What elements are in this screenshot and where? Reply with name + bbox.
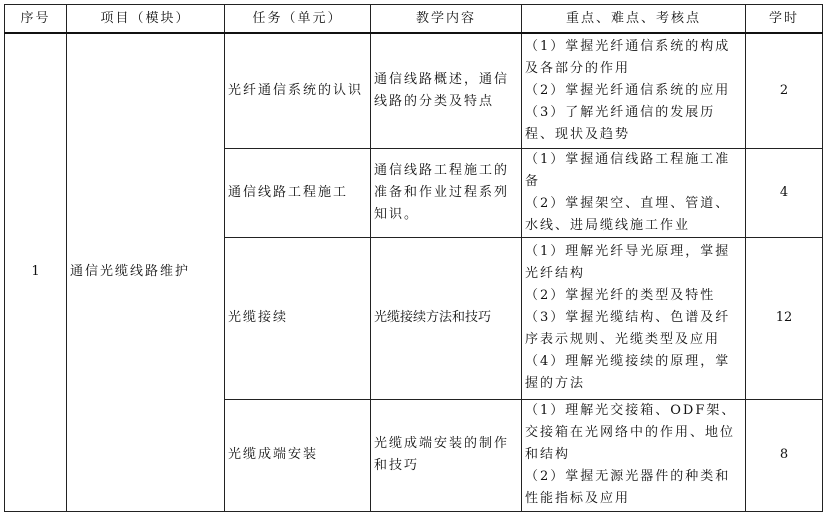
hours-cell: 4: [746, 148, 823, 237]
points-cell: [522, 399, 746, 511]
points-cell: [522, 148, 746, 237]
point-item: （1）理解光交接箱、ODF架、交接箱在光网络中的作用、地位和结构: [525, 403, 737, 462]
header-project: 项目（模块）: [67, 5, 225, 34]
point-item: （1）掌握通信线路工程施工准备: [525, 151, 731, 189]
header-task: 任务（单元）: [225, 5, 371, 34]
curriculum-table: [4, 4, 823, 512]
header-row: [5, 5, 823, 34]
task-cell: 光纤通信系统的认识: [225, 33, 371, 148]
point-item: （4）理解光缆接续的原理，掌握的方法: [525, 354, 731, 391]
task-cell: 光缆成端安装: [225, 399, 371, 511]
task-cell: 通信线路工程施工: [225, 148, 371, 237]
header-hours: 学时: [746, 5, 823, 34]
point-item: （2）掌握光纤通信系统的应用: [525, 82, 731, 98]
task-cell: 光缆接续: [225, 237, 371, 399]
content-cell: 光缆成端安装的制作和技巧: [371, 399, 522, 511]
hours-cell: 8: [746, 399, 823, 511]
point-item: （2）掌握无源光器件的种类和性能指标及应用: [525, 469, 731, 506]
module-index-cell: 1: [5, 33, 67, 511]
header-content: 教学内容: [371, 5, 522, 34]
content-cell: 通信线路概述，通信线路的分类及特点: [371, 33, 522, 148]
content-cell: 光缆接续方法和技巧: [371, 237, 522, 399]
point-item: （1）理解光纤导光原理，掌握光纤结构: [525, 244, 731, 281]
hours-cell: 2: [746, 33, 823, 148]
module-name-cell: 通信光缆线路维护: [67, 33, 225, 511]
header-points: 重点、难点、考核点: [522, 5, 746, 34]
point-item: （1）掌握光纤通信系统的构成及各部分的作用: [525, 38, 731, 76]
table-row: [5, 33, 823, 148]
point-item: （3）了解光纤通信的发展历程、现状及趋势: [525, 104, 716, 142]
table-body: [5, 33, 823, 511]
hours-cell: 12: [746, 237, 823, 399]
points-cell: [522, 237, 746, 399]
content-cell: 通信线路工程施工的准备和作业过程系列知识。: [371, 148, 522, 237]
point-item: （2）掌握架空、直埋、管道、水线、进局缆线施工作业: [525, 195, 731, 233]
points-cell: [522, 33, 746, 148]
point-item: （2）掌握光纤的类型及特性: [525, 288, 716, 303]
table-header: [5, 5, 823, 34]
header-index: 序号: [5, 5, 67, 34]
point-item: （3）掌握光缆结构、色谱及纤序表示规则、光缆类型及应用: [525, 310, 731, 347]
